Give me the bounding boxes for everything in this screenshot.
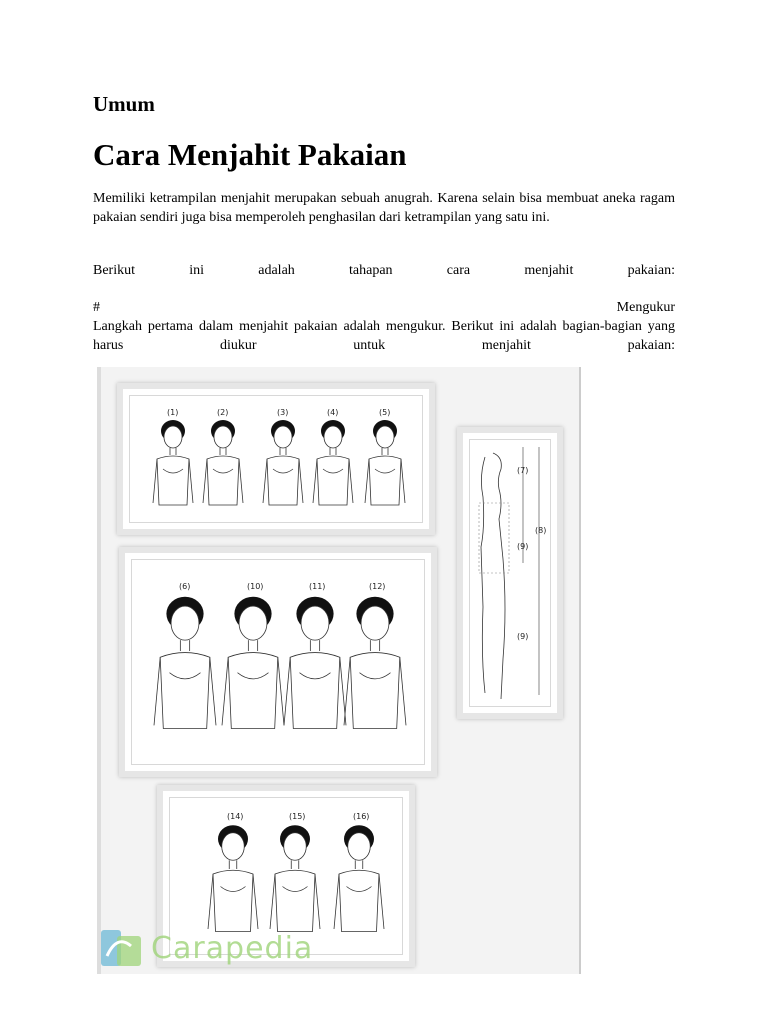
carapedia-logo-icon [99,926,145,970]
figure-label: (5) [379,408,391,417]
figure-label: (11) [309,582,326,591]
measuring-section [93,298,675,355]
section-marker: # [93,300,100,315]
page-title: Cara Menjahit Pakaian [93,137,407,172]
side-measure-label: (8) [535,526,547,535]
intro-paragraph: Memiliki ketrampilan menjahit merupakan sebuah anugrah. Karena selain bisa membuat aneka ragam pakaian sendiri juga bisa memperoleh penghasilan dari ketrampilan yang satu ini. [93,191,675,225]
figures-6-12 [125,553,431,771]
figure-label: (1) [167,408,179,417]
measure-figure [154,582,216,729]
measure-figure [270,812,320,932]
measure-figure [284,582,346,729]
section-heading: Mengukur [616,300,675,315]
steps-intro-paragraph: Berikut ini adalah tahapan cara menjahit pakaian: [93,263,675,278]
watermark-text: Carapedia [151,930,314,966]
measure-figure [365,408,405,505]
section-heading-line [93,298,675,317]
measure-figure [334,812,384,932]
figure-label: (4) [327,408,339,417]
measure-figure [203,408,243,505]
side-measure-label: (7) [517,466,529,475]
figure-label: (6) [179,582,191,591]
side-profile-figure [463,433,557,713]
category-label: Umum [93,92,155,116]
figure-label: (10) [247,582,264,591]
figures-1-5 [123,389,429,529]
measure-figure [153,408,193,505]
figure-label: (15) [289,812,306,821]
measure-figure [263,408,303,505]
figure-label: (2) [217,408,229,417]
figure-panel-top [117,383,435,535]
section-body: Langkah pertama dalam menjahit pakaian adalah mengukur. Berikut ini adalah bagian-bagian yang harus diukur untuk menjahit pakaian: [93,319,675,353]
measure-figure [222,582,284,729]
figure-label: (14) [227,812,244,821]
measure-figure [313,408,353,505]
side-measure-label: (9) [517,542,529,551]
measure-figure [208,812,258,932]
measurement-illustration [97,367,581,974]
figure-panel-side [457,427,563,719]
figure-label: (3) [277,408,289,417]
carapedia-watermark [99,926,313,970]
figure-label: (16) [353,812,370,821]
measure-figure [344,582,406,729]
side-measure-label: (9) [517,632,529,641]
figure-label: (12) [369,582,386,591]
figure-panel-middle [119,547,437,777]
